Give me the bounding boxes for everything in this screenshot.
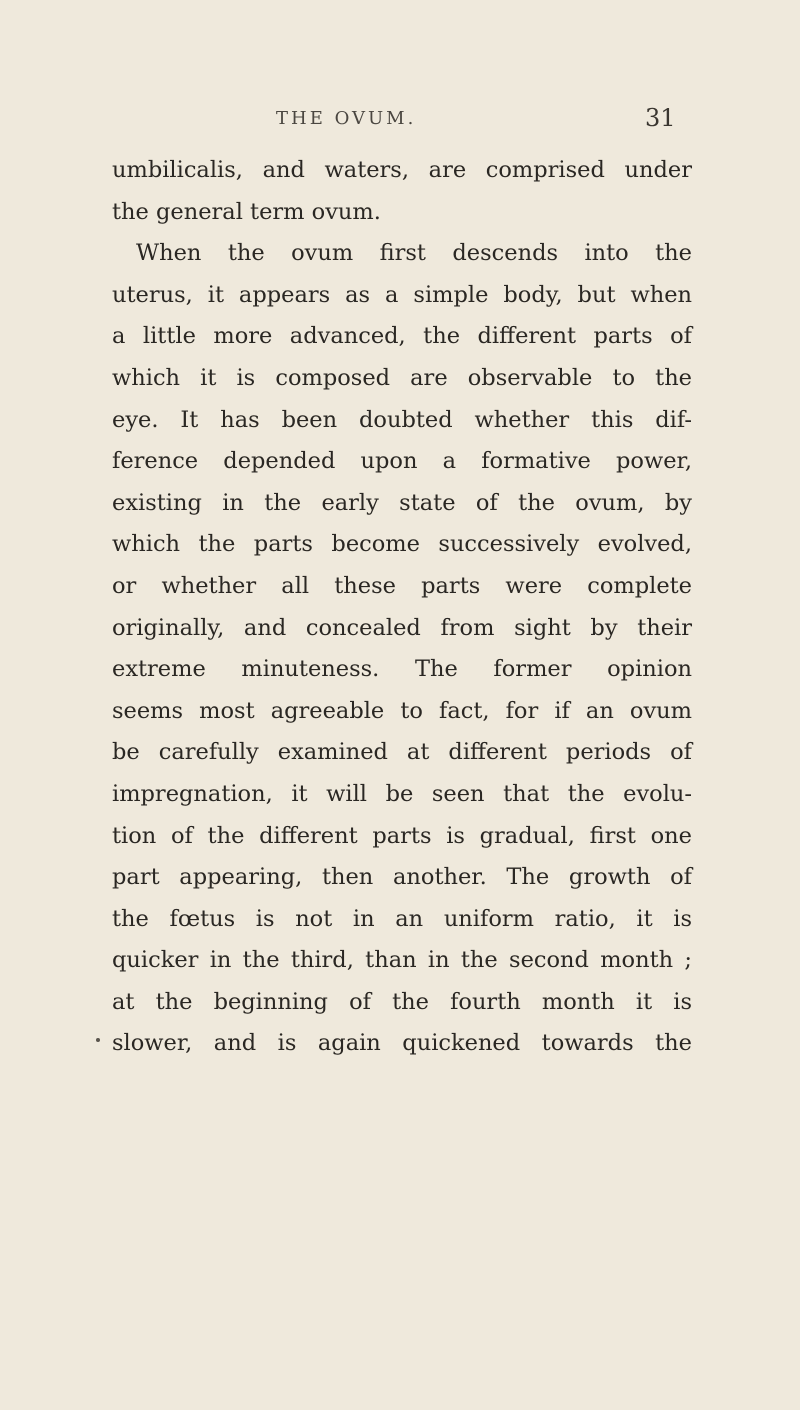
text-line: impregnation, it will be seen that the evolu-	[112, 780, 692, 807]
text-line: tion of the different parts is gradual, first one	[112, 822, 692, 849]
text-line: slower, and is again quickened towards the	[112, 1030, 692, 1057]
text-line: umbilicalis, and waters, are comprised under	[112, 157, 692, 183]
text-line: a little more advanced, the different parts of	[112, 323, 692, 350]
text-line: which the parts become successively evolved,	[112, 531, 692, 558]
text-line: the fœtus is not in an uniform ratio, it is	[112, 905, 692, 932]
text-line: quicker in the third, than in the second month ;	[112, 947, 692, 974]
text-line: extreme minuteness. The former opinion	[112, 656, 692, 683]
running-title: THE OVUM.	[276, 108, 417, 129]
text-line: seems most agreeable to fact, for if an ovum	[112, 697, 692, 724]
text-line: part appearing, then another. The growth of	[112, 864, 692, 891]
text-line: existing in the early state of the ovum, by	[112, 489, 692, 516]
page-header	[0, 104, 800, 138]
text-line: which it is composed are observable to the	[112, 364, 692, 391]
page-number: 31	[645, 104, 676, 132]
text-line: or whether all these parts were complete	[112, 572, 692, 599]
text-line: originally, and concealed from sight by their	[112, 614, 692, 641]
margin-mark	[96, 1038, 100, 1042]
text-line: the general term ovum.	[112, 198, 381, 225]
body-text	[112, 150, 692, 1065]
text-line: be carefully examined at different periods of	[112, 739, 692, 766]
text-line: uterus, it appears as a simple body, but when	[112, 281, 692, 308]
text-line: eye. It has been doubted whether this dif-	[112, 406, 692, 433]
paragraph-start-line: When the ovum first descends into the	[136, 240, 692, 267]
text-line: at the beginning of the fourth month it is	[112, 988, 692, 1015]
text-line: ference depended upon a formative power,	[112, 448, 692, 475]
